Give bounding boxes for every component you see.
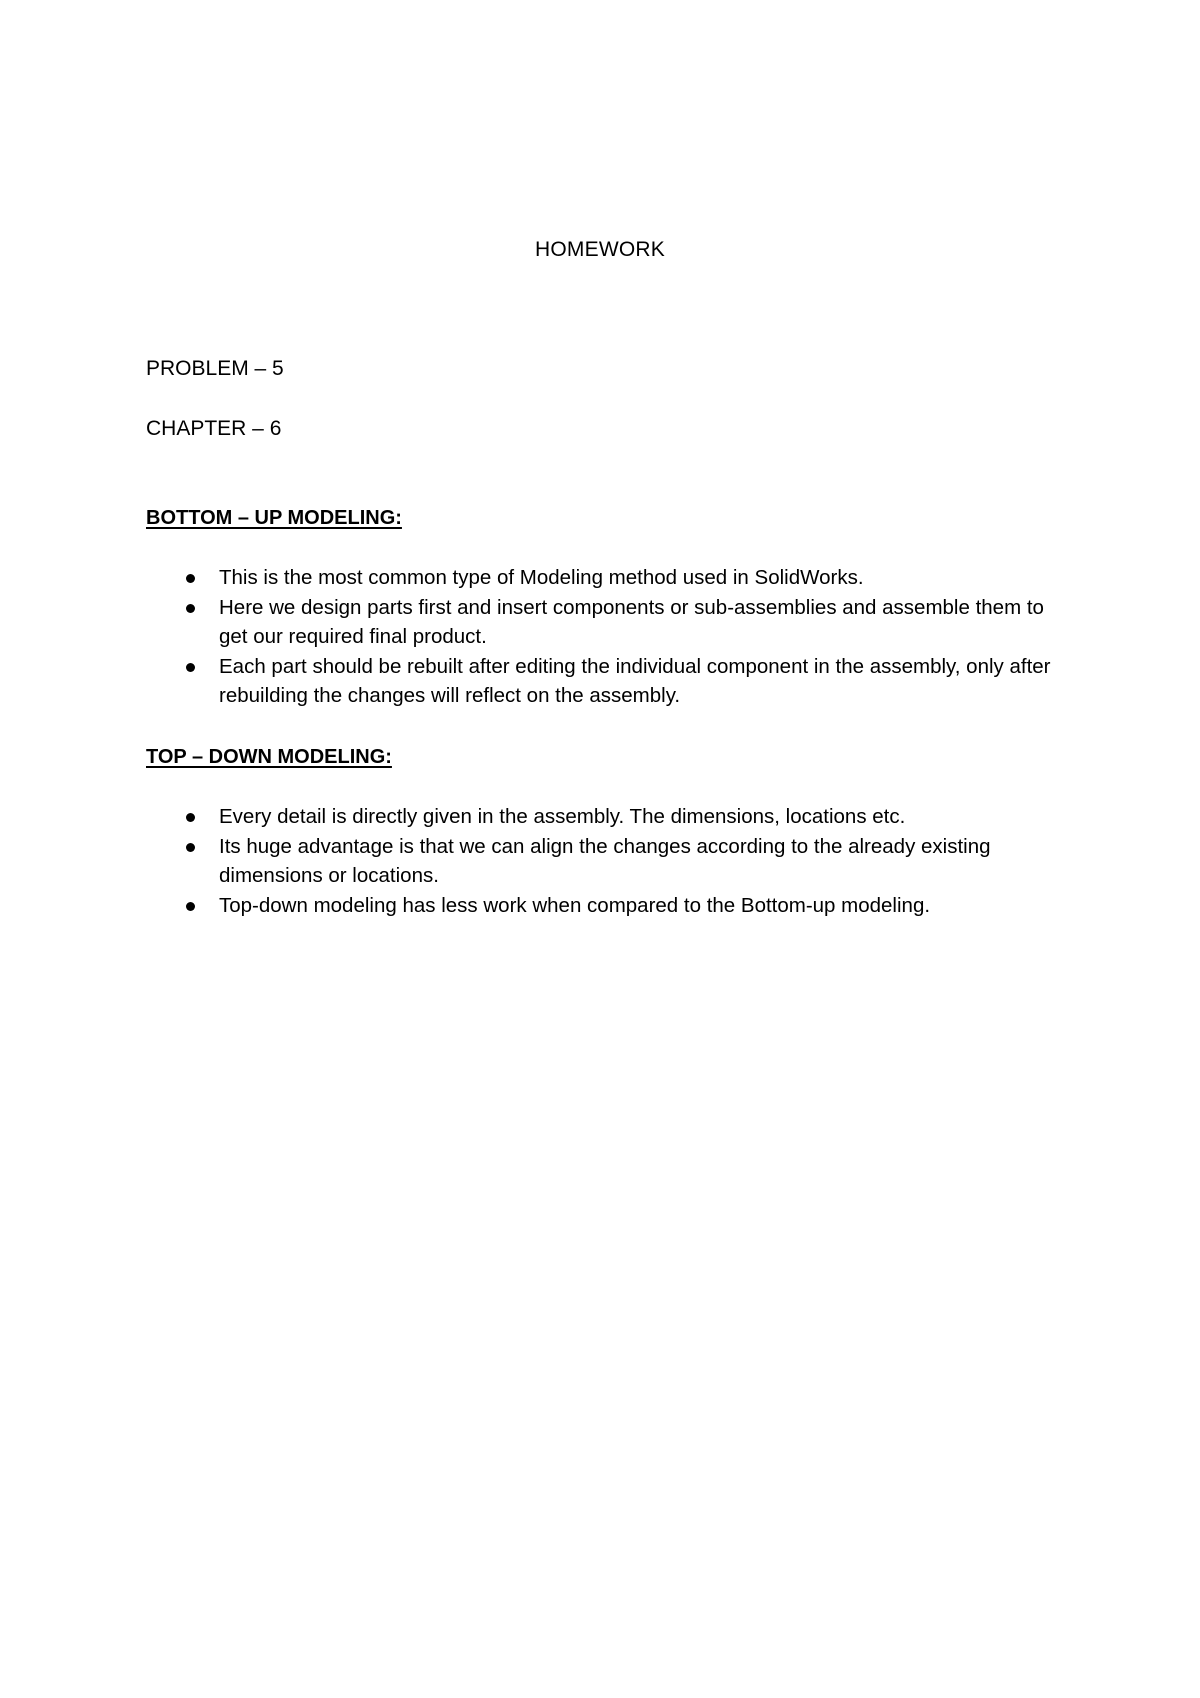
top-down-bullet-list (146, 802, 1066, 920)
bullet-text: This is the most common type of Modeling method used in SolidWorks. (219, 566, 864, 589)
bullet-text: Here we design parts first and insert components or sub-assemblies and assemble them to get our required final product. (219, 595, 1044, 648)
list-item (146, 891, 1066, 921)
section-heading-top-down: TOP – DOWN MODELING: (146, 746, 392, 768)
section-heading-bottom-up: BOTTOM – UP MODELING: (146, 507, 402, 529)
list-item (146, 832, 1066, 891)
bullet-text: Its huge advantage is that we can align the changes according to the already existing dimensions or locations. (219, 834, 991, 887)
list-item (146, 802, 1066, 832)
problem-number: PROBLEM – 5 (146, 357, 284, 380)
bullet-icon (186, 902, 195, 911)
bullet-text: Top-down modeling has less work when compared to the Bottom-up modeling. (219, 893, 931, 917)
bullet-icon (186, 663, 195, 672)
bullet-text: Each part should be rebuilt after editing the individual component in the assembly, only after rebuilding the changes will reflect on the assembly. (219, 654, 1051, 707)
bullet-icon (186, 843, 195, 852)
bullet-icon (186, 813, 195, 822)
list-item (146, 563, 1066, 593)
chapter-number: CHAPTER – 6 (146, 417, 282, 440)
bottom-up-bullet-list (146, 563, 1066, 711)
list-item (146, 652, 1066, 711)
document-title: HOMEWORK (535, 238, 665, 261)
bullet-icon (186, 574, 195, 583)
bullet-icon (186, 604, 195, 613)
list-item (146, 593, 1066, 652)
bullet-text: Every detail is directly given in the assembly. The dimensions, locations etc. (219, 805, 906, 828)
